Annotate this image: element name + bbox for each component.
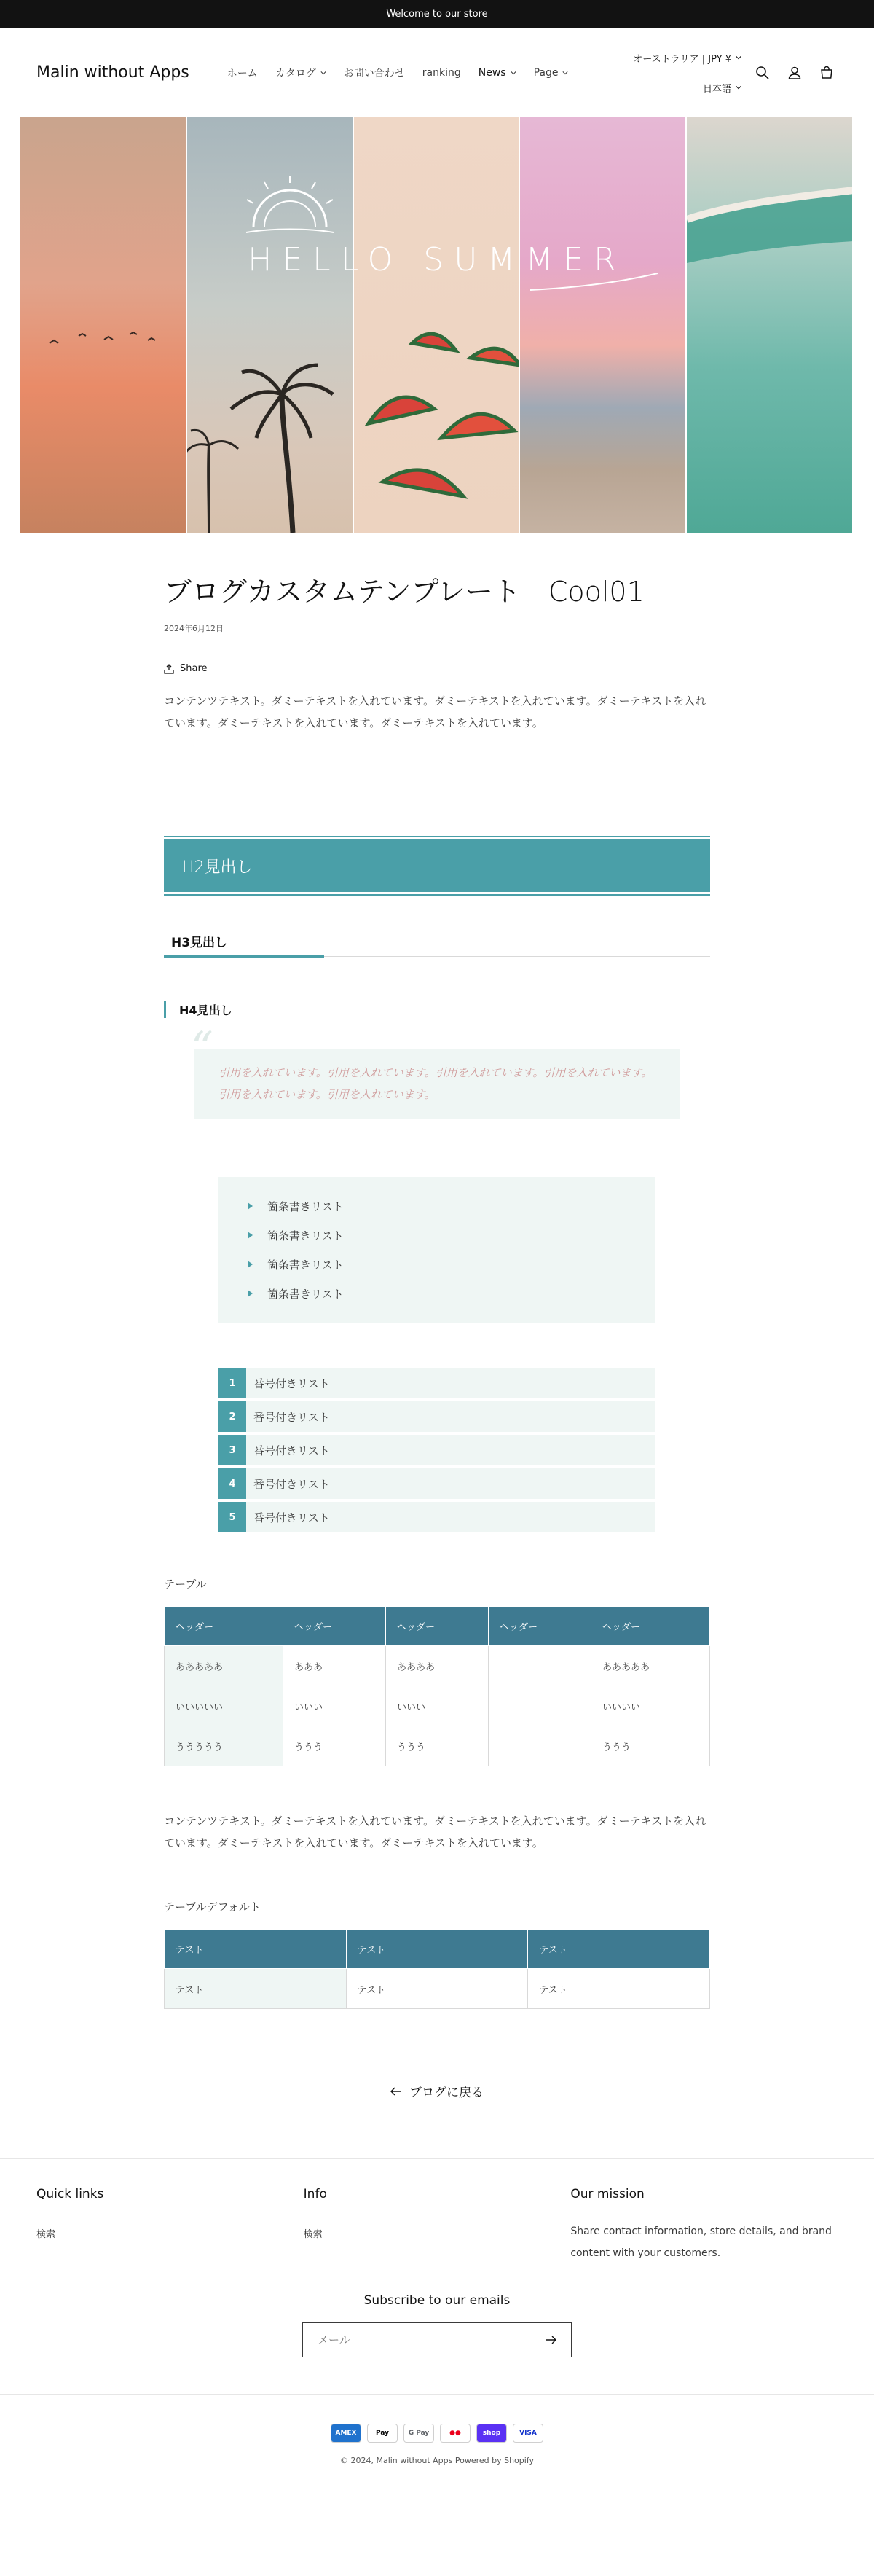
payment-icon: shop [476,2424,507,2443]
newsletter-section [36,2293,838,2357]
table-cell: あああああ [165,1646,283,1686]
site-header [0,28,874,117]
bullet-list [219,1177,656,1323]
table-header-row [165,1607,710,1646]
watermelon-illustration [354,117,521,533]
table-cell: テスト [528,1969,710,2009]
default-table [164,1929,710,2009]
sun-logo-icon [243,176,337,234]
footer-link-search[interactable]: 検索 [36,2229,56,2240]
language-selector[interactable]: 日本語 [703,81,741,95]
article-body-text: コンテンツテキスト。ダミーテキストを入れています。ダミーテキストを入れています。ダミーテキストを入れています。ダミーテキストを入れています。ダミーテキストを入れています。 [164,694,706,729]
list-item: 箇条書きリスト [233,1221,641,1250]
newsletter-form [302,2322,572,2357]
footer-heading: Info [303,2187,327,2201]
payment-icon: VISA [513,2424,543,2443]
h3-heading: H3見出し [164,932,710,957]
table-cell: ああああ [386,1646,489,1686]
email-input[interactable] [318,2333,521,2346]
share-button[interactable]: Share [164,663,710,674]
pool-tiles-illustration [687,117,854,533]
triangle-bullet-icon [248,1261,253,1268]
localization [633,51,741,95]
cart-button[interactable] [816,62,838,84]
newsletter-heading: Subscribe to our emails [363,2293,511,2308]
hero-title: HELLO SUMMER [248,241,626,278]
table-header-cell: ヘッダー [386,1607,489,1646]
table-cell: いいいいい [165,1686,283,1726]
table-header-cell: ヘッダー [165,1607,283,1646]
main-nav [219,66,578,80]
list-number: 3 [219,1435,246,1465]
table-cell: テスト [165,1969,347,2009]
account-icon [787,66,802,80]
list-item: 箇条書きリスト [233,1191,641,1221]
table-cell: あああああ [591,1646,709,1686]
search-icon [755,66,770,80]
list-item: 箇条書きリスト [233,1250,641,1279]
table-cell [488,1646,591,1686]
table-header-cell: テスト [346,1930,528,1969]
table-row [165,1969,710,2009]
nav-item-contact[interactable]: お問い合わせ [343,67,405,79]
table-cell: ううううう [165,1726,283,1766]
payment-icon: ●● [440,2424,471,2443]
table-header-cell: ヘッダー [283,1607,386,1646]
table-label: テーブル [164,1578,207,1591]
payment-icons [0,2424,874,2443]
footer-bottom [0,2394,874,2487]
nav-item-news[interactable]: News [470,67,525,79]
header-actions [633,51,838,95]
list-item: 4 番号付きリスト [219,1468,656,1499]
announcement-bar [0,0,874,28]
table-cell: ううう [283,1726,386,1766]
chevron-down-icon [736,85,741,90]
blog-article [164,569,710,2100]
table-cell: あああ [283,1646,386,1686]
payment-icon: Pay [367,2424,398,2443]
table-row [165,1726,710,1766]
quote-mark-icon: “ [191,1022,213,1073]
account-button[interactable] [784,62,806,84]
arrow-right-icon[interactable] [545,2336,556,2344]
copyright: © 2024, Malin without Apps Powered by Shopify [339,2456,535,2465]
hero-banner [20,117,854,533]
chevron-down-icon [320,70,326,76]
nav-item-home[interactable]: ホーム [227,67,258,79]
footer-heading: Quick links [36,2187,104,2201]
share-icon [164,664,174,674]
back-to-blog-link[interactable]: ブログに戻る [164,2082,710,2100]
table-cell: いいい [386,1686,489,1726]
table-cell: ううう [386,1726,489,1766]
numbered-list [219,1368,656,1532]
store-logo[interactable]: Malin without Apps [36,63,189,82]
cart-icon [819,66,834,80]
h2-heading: H2見出し [164,839,710,892]
triangle-bullet-icon [248,1290,253,1297]
chevron-down-icon [562,70,568,76]
content-table [164,1606,710,1766]
article-date: 2024年6月12日 [164,624,224,633]
table-row [165,1686,710,1726]
table-cell: テスト [346,1969,528,2009]
table-cell: いいい [283,1686,386,1726]
footer-link-search[interactable]: 検索 [303,2229,323,2240]
search-button[interactable] [752,62,773,84]
footer-columns [36,2187,838,2264]
table-header-cell: テスト [165,1930,347,1969]
payment-icon: AMEX [331,2424,361,2443]
mission-text: Share contact information, store details, and brand content with your customers. [570,2225,832,2259]
country-selector[interactable]: オーストラリア | JPY ¥ [633,51,741,65]
quote-text: 引用を入れています。引用を入れています。引用を入れています。引用を入れています。引用を入れています。引用を入れています。 [219,1066,653,1101]
list-item: 箇条書きリスト [233,1279,641,1308]
table-cell: ううう [591,1726,709,1766]
list-number: 2 [219,1401,246,1432]
footer-quick-links [36,2187,304,2264]
table-header-cell: テスト [528,1930,710,1969]
table-header-row [165,1930,710,1969]
list-item: 2 番号付きリスト [219,1401,656,1432]
announcement-text: Welcome to our store [386,9,488,20]
blockquote [191,1022,680,1119]
birds-illustration [20,117,187,533]
site-footer [0,2158,874,2487]
table-cell: いいいい [591,1686,709,1726]
hero-panel-watermelon [354,117,521,533]
table-header-cell: ヘッダー [488,1607,591,1646]
payment-icon: G Pay [403,2424,434,2443]
nav-item-catalog[interactable]: カタログ [267,66,335,80]
table-cell [488,1686,591,1726]
table-header-cell: ヘッダー [591,1607,709,1646]
chevron-down-icon [511,70,516,76]
footer-heading: Our mission [570,2187,645,2201]
triangle-bullet-icon [248,1202,253,1210]
list-number: 5 [219,1502,246,1532]
article-title: ブログカスタムテンプレート Cool01 [164,576,645,608]
arrow-left-icon [390,2087,402,2096]
list-item: 1 番号付きリスト [219,1368,656,1398]
list-item: 3 番号付きリスト [219,1435,656,1465]
chevron-down-icon [736,55,741,60]
triangle-bullet-icon [248,1232,253,1239]
table-row [165,1646,710,1686]
list-number: 4 [219,1468,246,1499]
table-cell [488,1726,591,1766]
hero-panel-pool [687,117,854,533]
article-body-text: コンテンツテキスト。ダミーテキストを入れています。ダミーテキストを入れています。ダミーテキストを入れています。ダミーテキストを入れています。ダミーテキストを入れています。 [164,1814,706,1849]
footer-info [304,2187,571,2264]
h4-heading: H4見出し [164,1001,710,1018]
footer-mission [570,2187,838,2264]
swoosh-decoration [530,272,661,294]
table-label: テーブルデフォルト [164,1900,261,1914]
list-number: 1 [219,1368,246,1398]
hero-panel-sunset-clouds [20,117,187,533]
list-item: 5 番号付きリスト [219,1502,656,1532]
hero-panel-beach-sunset [520,117,687,533]
h2-heading-block [164,836,710,896]
nav-item-ranking[interactable]: ranking [422,66,461,79]
nav-item-page[interactable]: Page [525,67,578,79]
